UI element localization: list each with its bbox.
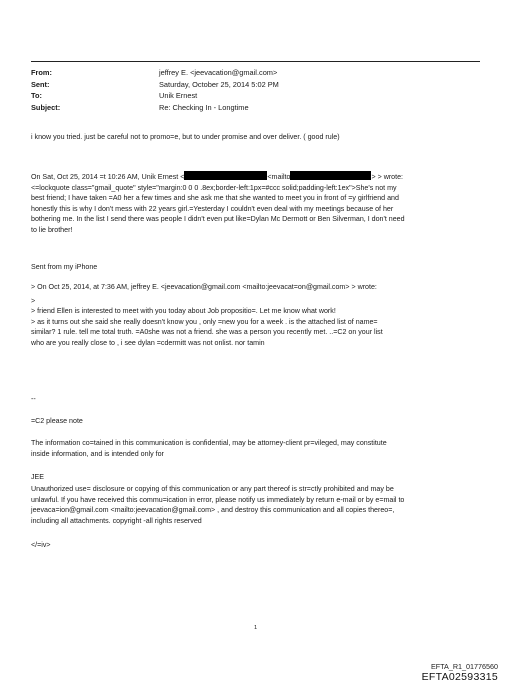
- quote-one-wrote: > > wrote:: [371, 173, 404, 181]
- confidential-line: The information co=tained in this communication is confidential, may be attorney-client pr=vileged, may constitute: [31, 439, 387, 447]
- quote-two-line: >: [31, 296, 36, 305]
- quote-one-line: honestly this is why I don't mess with 22 years girl.=Yesterday I couldn't even deal with my meetings because of her: [31, 204, 394, 213]
- quote-one-line: best friend; I have taken =A0 her a few times and she ask me that she wanted to meet you in front of =y girlfriend and: [31, 194, 399, 203]
- sent-value: Saturday, October 25, 2014 5:02 PM: [159, 80, 279, 89]
- note-text: =C2 please note: [31, 417, 83, 425]
- redaction-box: [184, 171, 267, 180]
- reply-text: i know you tried. just be careful not to promo=e, but to under promise and over deliver. ( good rule): [31, 133, 340, 141]
- page-number: 1: [254, 625, 258, 631]
- quote-one-attribution-start: On Sat, Oct 25, 2014 =t 10:26 AM, Unik Ernest <: [31, 173, 185, 181]
- header-divider: [31, 61, 480, 62]
- signature-name: [31, 472, 483, 483]
- subject-value: Re: Checking In - Longtime: [159, 103, 249, 112]
- subject-label: Subject:: [31, 103, 61, 112]
- signature-name-text: JEE: [31, 473, 45, 481]
- unauthorized-line: unlawful. If you have received this commu=ication in error, please notify us immediately by return e-mail or by e=mail to: [31, 495, 405, 504]
- unauthorized-paragraph: [31, 484, 483, 526]
- quote-two-line: > On Oct 25, 2014, at 7:36 AM, jeffrey E. <jeevacation@gmail.com <mailto:jeevacat=on@gmail.com> > wrote:: [31, 283, 377, 291]
- from-value: jeffrey E. <jeevacation@gmail.com>: [159, 68, 278, 77]
- bates-number-large: EFTA02593315: [421, 671, 498, 683]
- quote-one: [31, 171, 483, 236]
- signature-dash: [31, 394, 483, 405]
- sent-from-line: [31, 262, 483, 273]
- div-close-line: [31, 540, 483, 551]
- quote-one-mailto: <mailto: [267, 173, 291, 181]
- to-value: Unik Ernest: [159, 91, 198, 100]
- quote-two-line: > as it turns out she said she really doesn't know you , only =new you for a week . is the attached list of name=: [31, 317, 378, 326]
- quote-one-line: to lie brother!: [31, 225, 73, 234]
- quote-two: [31, 282, 483, 349]
- sent-label: Sent:: [31, 80, 50, 89]
- to-label: To:: [31, 91, 42, 100]
- unauthorized-line: jeevaca=ion@gmail.com <mailto:jeevacation@gmail.com> , and destroy this communication and all copies thereo=,: [31, 506, 395, 515]
- note-line: [31, 416, 483, 427]
- quote-one-attribution: [31, 171, 483, 183]
- quote-two-line: similar? 1 rule. tell me total truth. =A0she was not a friend. she was a person you recently met. ..=C2 on your list: [31, 328, 383, 337]
- unauthorized-line: Unauthorized use= disclosure or copying of this communication or any part thereof is str=ctly prohibited and may be: [31, 485, 394, 493]
- unauthorized-line: including all attachments. copyright -all rights reserved: [31, 516, 202, 525]
- confidential-line: inside information, and is intended only for: [31, 449, 164, 458]
- bates-number-small: EFTA_R1_01776560: [431, 662, 498, 671]
- quote-two-line: > friend Ellen is interested to meet with you today about Job propositio=. Let me know what work!: [31, 307, 336, 316]
- reply-paragraph: [31, 132, 483, 143]
- quote-one-line: bothering me. In the list I send there was people I didn't even put like=Dylan Mc Dermott or Ben Silverman, I don't need: [31, 215, 405, 224]
- quote-two-line: who are you really close to , i see dylan =cdermitt was not onlist. nor tamin: [31, 338, 265, 347]
- dash-text: --: [31, 395, 36, 403]
- quote-one-line: <=lockquote class="gmail_quote" style="margin:0 0 0 .8ex;border-left:1px=#ccc solid;padding-left:1ex">She's not my: [31, 183, 397, 192]
- redaction-box: [290, 171, 371, 180]
- confidential-paragraph: [31, 438, 483, 459]
- div-close-text: </=iv>: [31, 541, 51, 549]
- sent-from-text: Sent from my iPhone: [31, 263, 98, 271]
- from-label: From:: [31, 68, 52, 77]
